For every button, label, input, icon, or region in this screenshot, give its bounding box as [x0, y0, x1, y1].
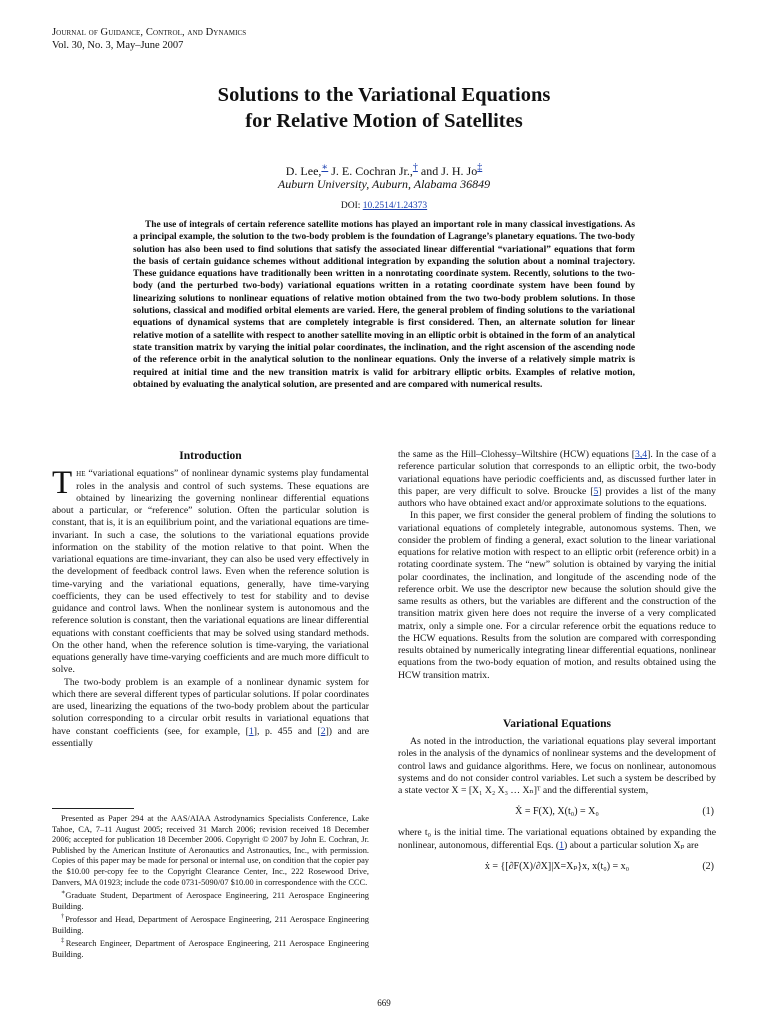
- footnote-divider: [52, 808, 134, 809]
- footnote-presented: Presented as Paper 294 at the AAS/AIAA Astrodynamics Specialists Conference, Lake Tahoe, CA, 7–11 August 2005; received 31 March 2006; revision received 18 December 2006; accepted for publication 18 December 2006. Copyright © 2007 by John E. Cochran, Jr. Published by the American Institute of Aeronautics and Astronautics, Inc., with permission. Copies of this paper may be made for personal or internal use, on condition that the copier pay the $10.00 per-copy fee to the Copyright Clearance Center, Inc., 222 Rosewood Drive, Danvers, MA 01923; include the code 0731-5090/07 $10.00 in correspondence with the CCC.: [52, 814, 369, 887]
- equation-1-body: Ẋ = F(X), X(t₀) = X₀: [515, 806, 599, 818]
- intro-smallcaps: he: [76, 468, 86, 480]
- page-number: 669: [377, 998, 391, 1008]
- equation-1-number: (1): [702, 806, 714, 818]
- left-column: [52, 450, 369, 750]
- author-2: J. E. Cochran Jr.,: [328, 164, 413, 178]
- doi-link[interactable]: 10.2514/1.24373: [362, 201, 428, 211]
- right-column: [398, 449, 716, 882]
- intro-text-2a: The two-body problem is an example of a nonlinear dynamic system for which there are several different types of particular solutions. If polar coordinates are used, linearizing the equations of the two-body problem about the particular solution corresponding to a circular orbit results in variational equations that have constant coefficients (see, for example, [: [52, 676, 369, 737]
- variational-paragraph-2: [398, 827, 716, 852]
- footnote-link-2[interactable]: †: [412, 162, 418, 173]
- ref-link-5[interactable]: 5: [593, 485, 599, 497]
- author-1: D. Lee,: [285, 164, 322, 178]
- equation-1: [398, 803, 716, 821]
- equation-2-body: ẋ = {[∂F(X)/∂X]|X=Xₚ}x, x(t₀) = x₀: [484, 860, 630, 872]
- intro-paragraph-2: [52, 677, 369, 751]
- journal-volume: Vol. 30, No. 3, May–June 2007: [52, 40, 184, 51]
- section-heading-variational: Variational Equations: [503, 717, 611, 730]
- footnote-mark-2: †: [61, 913, 66, 921]
- paper-title: [0, 82, 768, 134]
- intro-paragraph-1: [52, 465, 369, 676]
- equation-2: [398, 858, 716, 876]
- variational-text-2b: ) about a particular solution Xₚ are: [563, 839, 699, 851]
- intro-text-2b: ], p. 455 and [: [253, 725, 321, 737]
- variational-text-2a: where t₀ is the initial time. The variational equations obtained by expanding the nonlinear, autonomous, differential Eqs. (: [398, 827, 716, 851]
- doi-line: [0, 200, 768, 212]
- journal-name: Journal of Guidance, Control, and Dynamics: [52, 27, 247, 38]
- footnote-author-3: [52, 936, 369, 960]
- footnotes: [52, 814, 369, 960]
- equation-ref-link[interactable]: 1: [559, 839, 564, 851]
- journal-header: [52, 26, 246, 52]
- footnote-link-1[interactable]: ∗: [321, 162, 329, 173]
- ref-link-3-4[interactable]: 3,4: [635, 449, 648, 460]
- intro-text-2c: ]) and are essentially: [52, 725, 369, 749]
- drop-cap: T: [52, 465, 73, 502]
- intro-continued: [398, 449, 716, 510]
- footnote-author-1: [52, 888, 369, 912]
- footnote-mark-3: ‡: [61, 937, 66, 945]
- equation-2-number: (2): [702, 860, 714, 872]
- section-heading-introduction: Introduction: [179, 450, 242, 462]
- ref-link-1[interactable]: 1: [248, 725, 254, 737]
- intro-cont-a: the same as the Hill–Clohessy–Wiltshire (HCW) equations [: [398, 449, 636, 460]
- intro-cont-b: ]. In the case of a reference particular solution that corresponds to an elliptic orbit, the two-body variational equations have periodic coefficients and, as discussed further later in this paper, are very difficult to solve. Broucke [: [398, 449, 717, 497]
- footnote-link-3[interactable]: ‡: [477, 162, 483, 173]
- variational-paragraph-1: As noted in the introduction, the variational equations play several important roles in the analysis of the dynamics of nonlinear systems and the development of control laws and guidance algorithms. Here, we focus on nonlinear, autonomous systems and do not consider control variables. Let such a system be described by a state vector X = [X₁ X₂ X₃ … Xₙ]ᵀ and the differential system,: [398, 736, 716, 796]
- footnote-text-3: Research Engineer, Department of Aerospace Engineering, 211 Aerospace Engineering Building.: [52, 938, 369, 959]
- affiliation: Auburn University, Auburn, Alabama 36849: [277, 177, 491, 191]
- intro-cont-c: ] provides a list of the many authors who have obtained exact and/or approximate solutions to the equations.: [398, 485, 716, 509]
- title-line-1: Solutions to the Variational Equations: [217, 84, 551, 106]
- footnote-text-1: Graduate Student, Department of Aerospace Engineering, 211 Aerospace Engineering Building.: [52, 890, 369, 911]
- title-line-2: for Relative Motion of Satellites: [245, 110, 523, 132]
- intro-paragraph-3: In this paper, we first consider the general problem of finding the solutions to variational equations of completely integrable, autonomous systems. Then, we consider the problem of finding a general, exact solution to the linear variational equations for relative motion with respect to an elliptic orbit (reference orbit) in a rotating coordinate system. The “new” solution is obtained by varying the initial polar coordinates, the inclination, and longitude of the ascending node of the reference orbit. We use the descriptor new because the solution should give the same results as others, but the variables are different and the construction of the transition matrix given here does not require the inverse of a very complicated matrix, only a simple one. For a circular reference orbit the equations reduce to the HCW equations. Results from the solution are compared with corresponding results obtained by numerically integrating linear differential equations, nonlinear equations from the two-body equation of motion, and results obtained using the HCW transition matrix.: [398, 510, 716, 681]
- intro-text-1: “variational equations” of nonlinear dynamic systems play fundamental roles in the analysis and control of such systems. These equations are obtained by linearizing the governing nonlinear differential equations about a particular, or “reference” solution. Often the particular solution is constant, that is, it is an equilibrium point, and the variational equations are time-invariant. In such a case, the solutions to the variational equations provide information on the stability of the motion relative to that point. When the variational equations are time-invariant, they can also be used very effectively in the development of feedback control laws. Even when the reference solution is time-varying and the variational equations, generally, have time-varying coefficients, they can be used effectively to test for stability and to devise guidance and control laws. When the nonlinear system is autonomous and the reference solution is constant, then the variational equations are linear differential equations with constant coefficients that may be solved using standard methods. On the other hand, when the reference solution is time-varying, the variational equations generally have time-varying coefficients and are much more difficult to solve.: [52, 468, 369, 676]
- footnote-author-2: [52, 912, 369, 936]
- ref-link-2[interactable]: 2: [320, 725, 326, 737]
- footnote-mark-1: ∗: [61, 889, 66, 897]
- abstract: The use of integrals of certain reference satellite motions has played an important role in many classical investigations. As a principal example, the solution to the two-body problem is the foundation of Lagrange’s planetary equations. The two-body solution has also been used to find solutions that satisfy the associated linear differential “variational” equations that form the basis of certain guidance schemes without additional integration by expanding the solution about a nominal trajectory. These guidance equations have traditionally been written in a nonrotating coordinate system. Recently, solutions to the two-body (and the perturbed two-body) variational equations written in a rotating coordinate system have been found by linearizing solutions to nonlinear equations of relative motion obtained from the two two-body problem solutions. In those solutions, classical and modified orbital elements are varied. Here, the general problem of finding solutions to the variational equations of dynamical systems that are completely integrable is first considered. Then, an alternate solution for linear relative motion of a satellite with respect to another satellite moving in an elliptic orbit is obtained in the form of an analytical state transition matrix by varying the initial polar coordinates, the inclination, and the right ascension of the ascending node of the reference orbit in the analytical solution to the nonlinear equations. Only the inverse of a relatively simple matrix is required at initial time and the new transition matrix is valid for arbitrary elliptic orbits. Examples of relative motion, obtained by evaluating the analytical solution, are presented and are compared with numerical results.: [133, 220, 635, 390]
- author-3: and J. H. Jo: [417, 164, 478, 178]
- footnote-text-2: Professor and Head, Department of Aerospace Engineering, 211 Aerospace Engineering Building.: [52, 914, 369, 935]
- doi-label: DOI:: [340, 201, 363, 211]
